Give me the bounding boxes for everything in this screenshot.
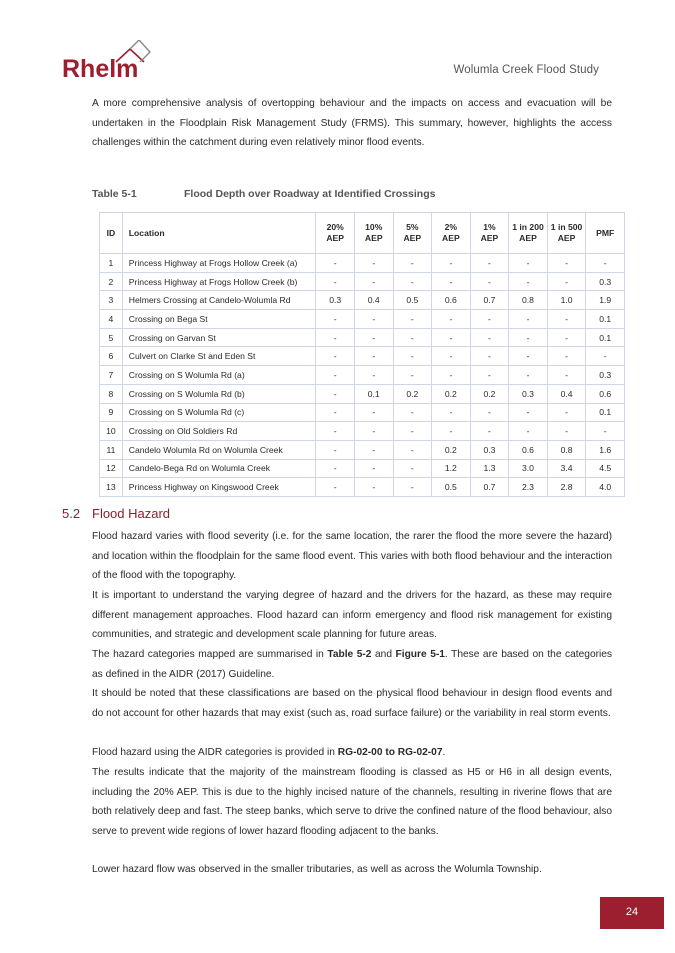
cell-depth: - — [354, 403, 393, 422]
page-number: 24 — [600, 897, 664, 929]
cell-depth: - — [393, 403, 432, 422]
cell-depth: - — [547, 347, 586, 366]
cell-depth: - — [393, 478, 432, 497]
cell-depth: 0.8 — [509, 291, 548, 310]
cell-depth: - — [470, 422, 509, 441]
cell-depth: - — [470, 328, 509, 347]
paragraph-text: The results indicate that the majority of the mainstream flooding is classed as H5 or H6 in all design events, including the 20% AEP. This is due to the highly incised nature of the channels, resulting in riverine flows that are both relatively deep and fast. The steep banks, which serve to drive the confined nature of the flood behaviour, also serve to prevent wide regions of lower hazard flooding adjacent to the banks. — [92, 767, 612, 837]
cell-depth: - — [432, 328, 471, 347]
cell-depth: 1.0 — [547, 291, 586, 310]
cell-depth: 0.5 — [432, 478, 471, 497]
col-header-20pct-aep: 20% AEP — [316, 213, 355, 254]
table-row — [100, 459, 625, 478]
cell-depth: 0.4 — [547, 384, 586, 403]
cell-depth: - — [316, 254, 355, 273]
cell-depth: - — [547, 328, 586, 347]
cell-depth: 0.1 — [586, 328, 625, 347]
cell-depth: - — [470, 310, 509, 329]
col-header-5pct-aep: 5% AEP — [393, 213, 432, 254]
bold-reference: Figure 5-1 — [395, 649, 445, 660]
cell-depth: 1.9 — [586, 291, 625, 310]
cell-depth: - — [354, 422, 393, 441]
cell-id: 3 — [100, 291, 123, 310]
cell-depth: - — [470, 403, 509, 422]
cell-depth: - — [547, 254, 586, 273]
cell-depth: - — [586, 422, 625, 441]
table-row — [100, 328, 625, 347]
cell-depth: - — [316, 328, 355, 347]
cell-depth: - — [586, 347, 625, 366]
col-header-1in200-aep: 1 in 200 AEP — [509, 213, 548, 254]
bold-reference: RG-02-00 to RG-02-07 — [337, 747, 443, 758]
table-title: Flood Depth over Roadway at Identified Crossings — [184, 188, 436, 200]
cell-id: 7 — [100, 366, 123, 385]
cell-depth: - — [393, 272, 432, 291]
cell-depth: 0.3 — [586, 272, 625, 291]
cell-depth: - — [547, 310, 586, 329]
cell-depth: - — [316, 478, 355, 497]
cell-location: Candelo-Bega Rd on Wolumla Creek — [122, 459, 316, 478]
cell-location: Culvert on Clarke St and Eden St — [122, 347, 316, 366]
cell-depth: - — [316, 440, 355, 459]
cell-depth: - — [354, 254, 393, 273]
table-row — [100, 440, 625, 459]
col-header-pmf: PMF — [586, 213, 625, 254]
cell-depth: - — [316, 384, 355, 403]
section-paragraph — [92, 586, 612, 645]
paragraph-text: The hazard categories mapped are summarised in — [92, 649, 328, 660]
section-paragraph — [92, 527, 612, 586]
cell-depth: - — [509, 254, 548, 273]
cell-id: 11 — [100, 440, 123, 459]
section-paragraph — [92, 763, 612, 841]
table-row — [100, 422, 625, 441]
cell-depth: - — [509, 422, 548, 441]
cell-depth: - — [393, 328, 432, 347]
cell-depth: 0.5 — [393, 291, 432, 310]
paragraph-text: It should be noted that these classifications are based on the physical flood behaviour in design flood events and do not account for other hazards that may exist (such as, road surface failure) or the variability in real storm events. — [92, 688, 612, 719]
cell-depth: 0.2 — [432, 440, 471, 459]
cell-depth: 0.3 — [316, 291, 355, 310]
cell-location: Princess Highway on Kingswood Creek — [122, 478, 316, 497]
table-row — [100, 347, 625, 366]
cell-depth: - — [432, 347, 471, 366]
cell-depth: 0.4 — [354, 291, 393, 310]
section-paragraph — [92, 743, 612, 763]
cell-id: 2 — [100, 272, 123, 291]
cell-depth: - — [432, 403, 471, 422]
cell-depth: - — [354, 478, 393, 497]
cell-depth: - — [470, 272, 509, 291]
cell-depth: - — [432, 272, 471, 291]
cell-depth: 0.6 — [586, 384, 625, 403]
cell-depth: - — [509, 403, 548, 422]
cell-depth: - — [509, 328, 548, 347]
cell-depth: 1.3 — [470, 459, 509, 478]
cell-depth: - — [354, 328, 393, 347]
cell-depth: - — [547, 366, 586, 385]
cell-depth: 0.6 — [432, 291, 471, 310]
cell-depth: 0.1 — [586, 310, 625, 329]
rhelm-logo — [60, 40, 190, 84]
section-title: Flood Hazard — [92, 506, 171, 521]
col-header-1in500-aep: 1 in 500 AEP — [547, 213, 586, 254]
cell-depth: - — [316, 422, 355, 441]
section-number: 5.2 — [62, 506, 81, 521]
cell-depth: 0.1 — [586, 403, 625, 422]
table-row — [100, 254, 625, 273]
section-paragraph — [92, 645, 612, 684]
cell-depth: 2.8 — [547, 478, 586, 497]
cell-depth: - — [509, 366, 548, 385]
paragraph-text: It is important to understand the varying degree of hazard and the drivers for the hazard, as these may require different management approaches. Flood hazard can inform emergency and flood risk management for existing communities, and strategic and development scale planning for future areas. — [92, 590, 612, 640]
cell-location: Crossing on S Wolumla Rd (a) — [122, 366, 316, 385]
cell-depth: - — [393, 254, 432, 273]
cell-depth: 0.2 — [393, 384, 432, 403]
table-row — [100, 478, 625, 497]
crossings-table — [99, 212, 625, 497]
cell-depth: 4.0 — [586, 478, 625, 497]
cell-id: 10 — [100, 422, 123, 441]
cell-id: 13 — [100, 478, 123, 497]
cell-depth: 1.6 — [586, 440, 625, 459]
cell-depth: - — [470, 366, 509, 385]
cell-depth: - — [393, 310, 432, 329]
cell-depth: - — [586, 254, 625, 273]
cell-id: 6 — [100, 347, 123, 366]
table-header-row — [100, 213, 625, 254]
cell-depth: - — [316, 403, 355, 422]
col-header-2pct-aep: 2% AEP — [432, 213, 471, 254]
document-title: Wolumla Creek Flood Study — [453, 64, 599, 76]
cell-depth: - — [547, 403, 586, 422]
cell-depth: - — [470, 254, 509, 273]
cell-depth: - — [316, 272, 355, 291]
cell-depth: - — [432, 422, 471, 441]
cell-location: Crossing on S Wolumla Rd (b) — [122, 384, 316, 403]
paragraph-text: and — [371, 649, 396, 660]
cell-depth: - — [547, 422, 586, 441]
cell-location: Crossing on Garvan St — [122, 328, 316, 347]
cell-id: 8 — [100, 384, 123, 403]
cell-id: 5 — [100, 328, 123, 347]
bold-reference: Table 5-2 — [327, 649, 372, 660]
cell-depth: 0.3 — [586, 366, 625, 385]
section-paragraph — [92, 860, 612, 880]
cell-depth: - — [393, 440, 432, 459]
table-row — [100, 403, 625, 422]
cell-depth: - — [354, 366, 393, 385]
rhelm-logo-mark — [60, 40, 190, 84]
paragraph-text: . — [442, 747, 446, 758]
cell-location: Candelo Wolumla Rd on Wolumla Creek — [122, 440, 316, 459]
cell-depth: - — [316, 459, 355, 478]
table-number: Table 5-1 — [92, 188, 137, 200]
intro-paragraph: A more comprehensive analysis of overtopping behaviour and the impacts on access and evacuation will be undertaken in the Floodplain Risk Management Study (FRMS). This summary, however, highlights the access challenges within the catchment during even relatively minor flood events. — [92, 98, 612, 148]
col-header-location: Location — [122, 213, 316, 254]
cell-depth: - — [547, 272, 586, 291]
cell-depth: 0.1 — [354, 384, 393, 403]
cell-depth: 0.7 — [470, 291, 509, 310]
cell-depth: - — [316, 347, 355, 366]
paragraph-text: Flood hazard varies with flood severity (i.e. for the same location, the rarer the flood the more severe the hazard) and location within the floodplain for the same flood event. This varies with both flood behaviour and the interaction of the flood with the topography. — [92, 531, 612, 581]
paragraph-text: Flood hazard using the AIDR categories is provided in — [92, 747, 338, 758]
cell-depth: - — [354, 272, 393, 291]
cell-location: Crossing on S Wolumla Rd (c) — [122, 403, 316, 422]
cell-id: 1 — [100, 254, 123, 273]
table-caption — [92, 188, 435, 200]
table-row — [100, 384, 625, 403]
table-row — [100, 366, 625, 385]
cell-depth: 0.2 — [432, 384, 471, 403]
cell-depth: 4.5 — [586, 459, 625, 478]
table-row — [100, 310, 625, 329]
cell-depth: 3.4 — [547, 459, 586, 478]
cell-depth: - — [432, 366, 471, 385]
cell-depth: 0.8 — [547, 440, 586, 459]
cell-location: Crossing on Old Soldiers Rd — [122, 422, 316, 441]
cell-depth: 0.7 — [470, 478, 509, 497]
cell-depth: - — [354, 347, 393, 366]
logo-wordmark: Rhelm — [62, 55, 139, 83]
cell-depth: - — [393, 366, 432, 385]
cell-depth: - — [509, 347, 548, 366]
cell-depth: - — [354, 440, 393, 459]
paragraph-text: . These are based on the categories as defined in the AIDR (2017) Guideline. — [92, 649, 613, 680]
cell-id: 12 — [100, 459, 123, 478]
cell-location: Princess Highway at Frogs Hollow Creek (a) — [122, 254, 316, 273]
cell-depth: - — [432, 310, 471, 329]
cell-depth: - — [509, 310, 548, 329]
cell-depth: - — [432, 254, 471, 273]
cell-depth: 0.6 — [509, 440, 548, 459]
cell-depth: - — [393, 422, 432, 441]
cell-id: 4 — [100, 310, 123, 329]
col-header-id: ID — [100, 213, 123, 254]
cell-depth: - — [509, 272, 548, 291]
section-paragraph — [92, 684, 612, 723]
cell-depth: 3.0 — [509, 459, 548, 478]
col-header-1pct-aep: 1% AEP — [470, 213, 509, 254]
cell-depth: 1.2 — [432, 459, 471, 478]
col-header-10pct-aep: 10% AEP — [354, 213, 393, 254]
table-body — [100, 254, 625, 497]
paragraph-text: Lower hazard flow was observed in the smaller tributaries, as well as across the Wolumla Township. — [92, 864, 542, 875]
table-row — [100, 291, 625, 310]
table-row — [100, 272, 625, 291]
cell-depth: 0.2 — [470, 384, 509, 403]
cell-depth: 2.3 — [509, 478, 548, 497]
section-heading — [62, 506, 170, 521]
cell-location: Crossing on Bega St — [122, 310, 316, 329]
cell-depth: - — [393, 347, 432, 366]
cell-depth: - — [354, 310, 393, 329]
cell-depth: - — [470, 347, 509, 366]
cell-depth: 0.3 — [470, 440, 509, 459]
cell-location: Helmers Crossing at Candelo-Wolumla Rd — [122, 291, 316, 310]
cell-id: 9 — [100, 403, 123, 422]
cell-depth: - — [393, 459, 432, 478]
cell-depth: 0.3 — [509, 384, 548, 403]
cell-depth: - — [316, 366, 355, 385]
cell-depth: - — [354, 459, 393, 478]
cell-location: Princess Highway at Frogs Hollow Creek (b) — [122, 272, 316, 291]
cell-depth: - — [316, 310, 355, 329]
